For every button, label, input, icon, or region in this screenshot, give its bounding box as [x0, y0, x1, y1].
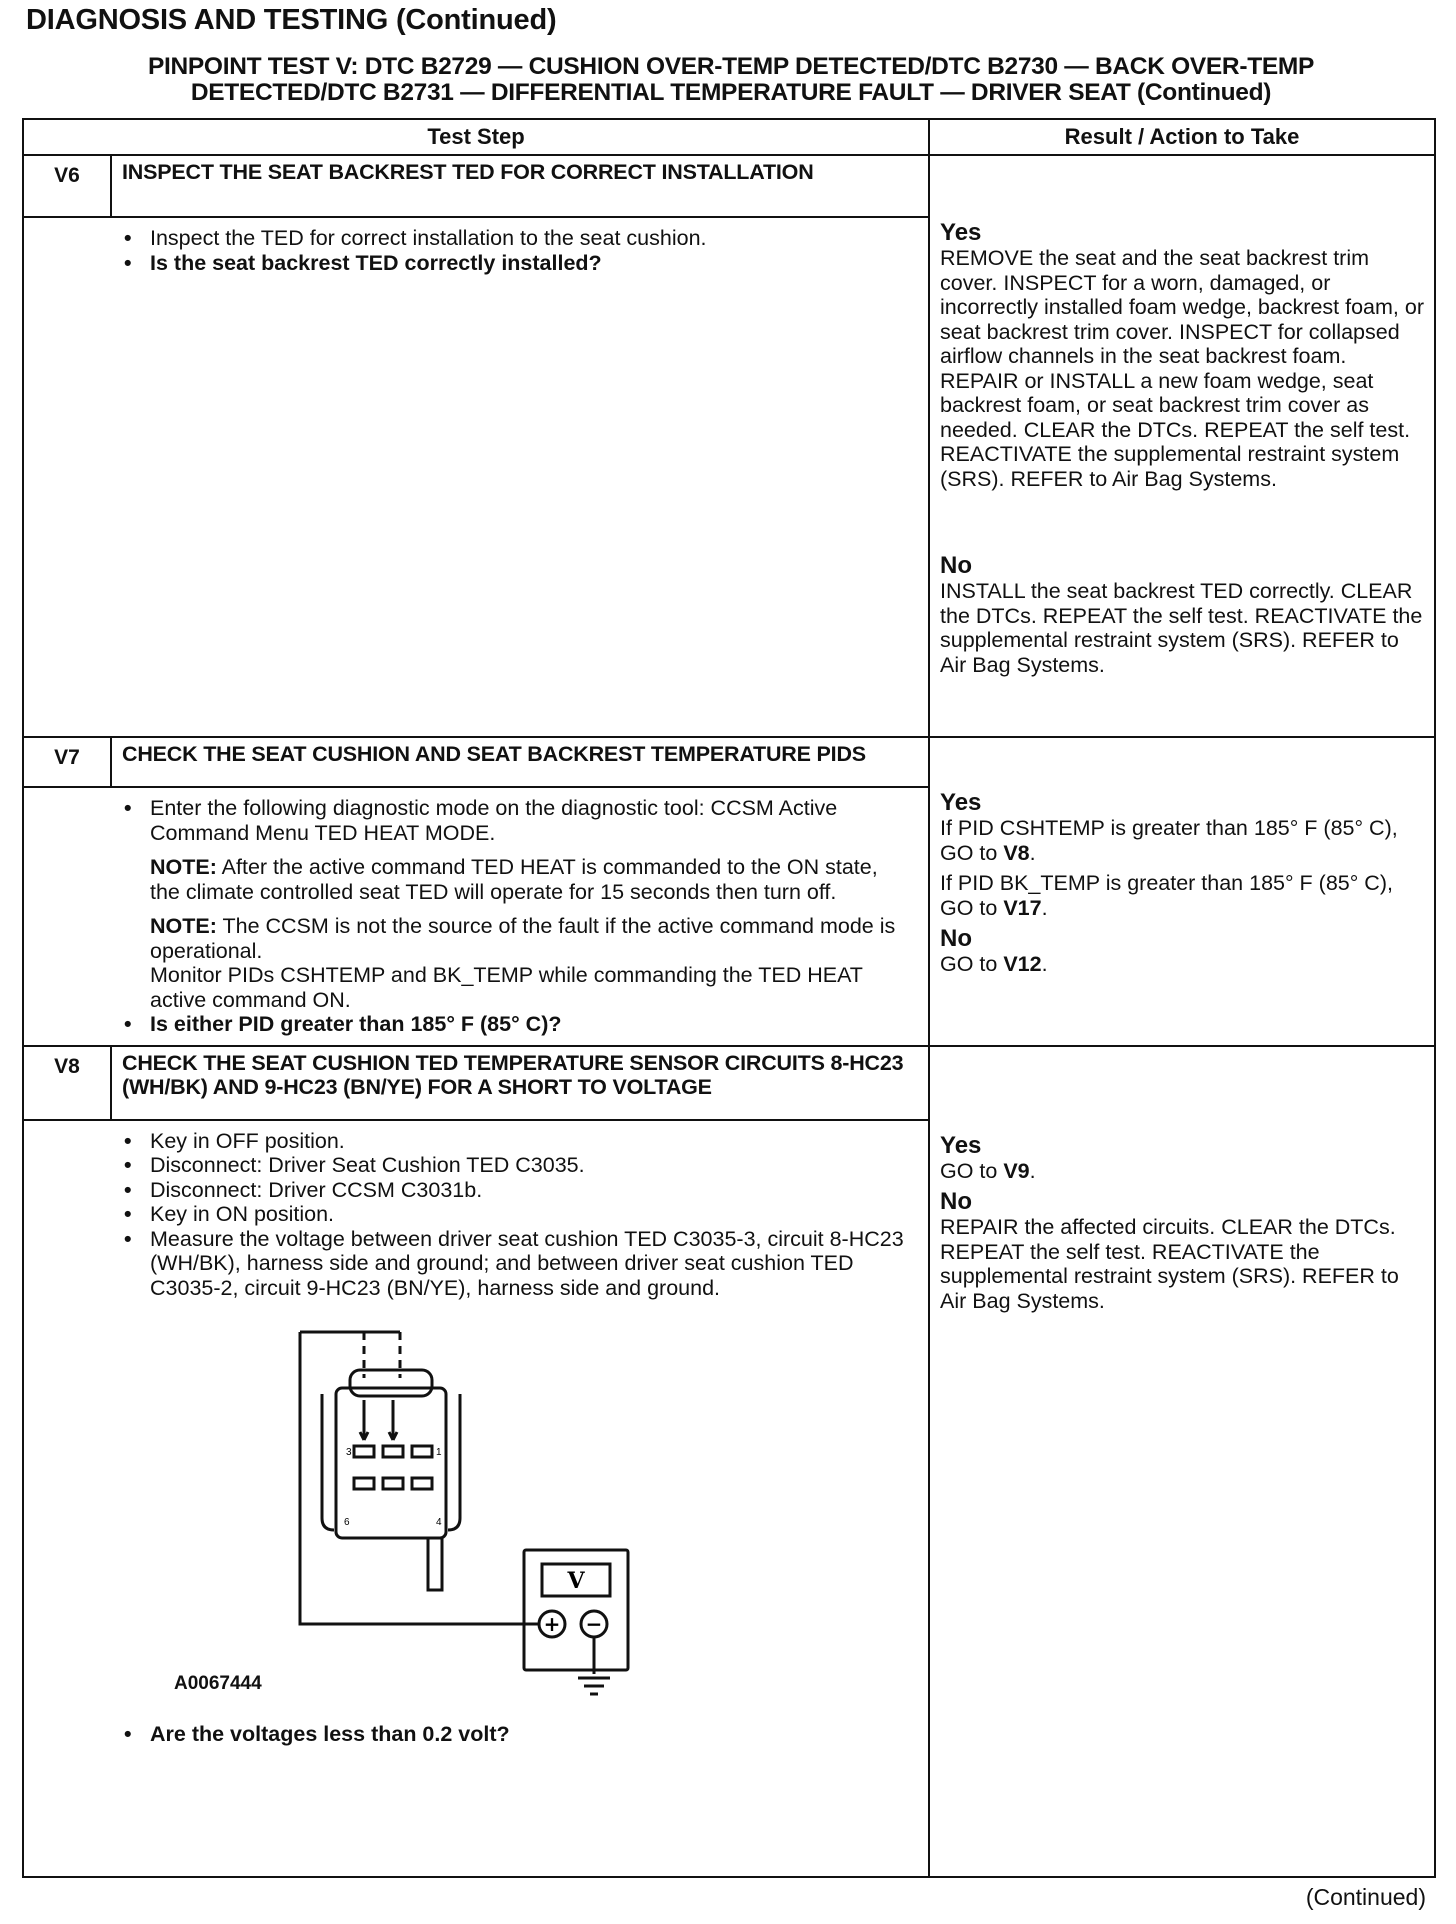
- connector-body: [336, 1388, 446, 1538]
- pin-number: 4: [436, 1517, 442, 1528]
- connector-top-tab: [350, 1370, 432, 1396]
- yes-text-end: .: [1029, 840, 1036, 865]
- step-v8-result: [929, 1046, 1435, 1878]
- yes-text-end: .: [1029, 1158, 1036, 1183]
- step-question: • Is either PID greater than 185° F (85° C)?: [120, 1012, 912, 1037]
- no-label: No: [940, 925, 973, 952]
- no-action: INSTALL the seat backrest TED correctly. CLEAR the DTCs. REPEAT the self test. REACTIVATE the supplemental restraint system (SRS). REFER to Air Bag Systems.: [940, 579, 1423, 677]
- step-v7-body: [23, 787, 929, 1046]
- step-question: • Is the seat backrest TED correctly installed?: [120, 251, 912, 276]
- column-header-result: Result / Action to Take: [929, 119, 1435, 155]
- pin-number: 3: [346, 1447, 352, 1458]
- page-header: DIAGNOSIS AND TESTING (Continued): [26, 4, 557, 36]
- step-v6-result: [929, 155, 1435, 737]
- goto-step-link: V8: [1003, 840, 1030, 865]
- step-v6-title-row: [23, 155, 1435, 217]
- step-title: INSPECT THE SEAT BACKREST TED FOR CORRECT INSTALLATION: [111, 155, 929, 217]
- yes-label: Yes: [940, 219, 982, 246]
- no-label: No: [940, 1188, 973, 1215]
- connector-latch-right: [448, 1394, 460, 1530]
- no-label: No: [940, 552, 973, 579]
- pin-number: 1: [436, 1447, 442, 1458]
- no-action: REPAIR the affected circuits. CLEAR the DTCs. REPEAT the self test. REACTIVATE the supplemental restraint system (SRS). REFER to Air Bag Systems.: [940, 1215, 1399, 1313]
- yes-action: REMOVE the seat and the seat backrest trim cover. INSPECT for a worn, damaged, or incorrectly installed foam wedge, backrest foam, or seat backrest trim cover. INSPECT for collapsed airflow channels in the seat backrest foam. REPAIR or INSTALL a new foam wedge, seat backrest foam, or seat backrest trim cover as needed. CLEAR the DTCs. REPEAT the self test. REACTIVATE the supplemental restraint system (SRS). REFER to Air Bag Systems.: [940, 246, 1424, 491]
- goto-step-link: V9: [1003, 1158, 1030, 1183]
- list-item: • Inspect the TED for correct installation to the seat cushion.: [120, 226, 912, 251]
- pinpoint-test-table: [22, 118, 1436, 1878]
- list-item: • Key in ON position.: [120, 1202, 912, 1227]
- table-header-row: [23, 119, 1435, 155]
- connector-latch-left: [322, 1394, 334, 1530]
- step-id: V7: [23, 737, 111, 787]
- step-v8-title-row: [23, 1046, 1435, 1120]
- yes-action-cushion: [940, 816, 1424, 865]
- monitor-instruction: Monitor PIDs CSHTEMP and BK_TEMP while commanding the TED HEAT active command ON.: [150, 963, 863, 1012]
- step-id: V6: [23, 155, 111, 217]
- list-item: • Key in OFF position.: [120, 1129, 912, 1154]
- note: [120, 855, 912, 904]
- meter-label: V: [567, 1568, 585, 1594]
- terminal-2: [383, 1446, 403, 1457]
- terminal-3: [354, 1446, 374, 1457]
- plus-sign: +: [543, 1612, 561, 1636]
- probe-tips: [360, 1432, 397, 1440]
- list-item: • Enter the following diagnostic mode on the diagnostic tool: CCSM Active Command Menu TED HEAT MODE.: [120, 796, 912, 845]
- step-v7-result: [929, 737, 1435, 1046]
- yes-text-end: .: [1041, 895, 1048, 920]
- minus-sign: −: [585, 1612, 603, 1636]
- yes-text: If PID BK_TEMP is greater than 185° F (85° C), GO to: [940, 871, 1393, 920]
- goto-step-link: V17: [1003, 895, 1042, 920]
- list-item: • Disconnect: Driver CCSM C3031b.: [120, 1178, 912, 1203]
- terminal-6: [354, 1478, 374, 1489]
- terminal-1: [412, 1446, 432, 1457]
- step-title: CHECK THE SEAT CUSHION AND SEAT BACKREST TEMPERATURE PIDS: [111, 737, 929, 787]
- step-title: CHECK THE SEAT CUSHION TED TEMPERATURE SENSOR CIRCUITS 8-HC23 (WH/BK) AND 9-HC23 (BN/YE) FOR A SHORT TO VOLTAGE: [111, 1046, 929, 1120]
- yes-text: GO to: [940, 1158, 1004, 1183]
- test-title-line-1: PINPOINT TEST V: DTC B2729 — CUSHION OVER-TEMP DETECTED/DTC B2730 — BACK OVER-TEMP: [147, 53, 1315, 80]
- step-v6-bullets: [120, 226, 912, 275]
- step-id: V8: [23, 1046, 111, 1120]
- note-text: After the active command TED HEAT is commanded to the ON state, the climate controlled seat TED will operate for 15 seconds then turn off.: [150, 855, 878, 904]
- step-question: • Are the voltages less than 0.2 volt?: [120, 1722, 912, 1747]
- goto-step-link: V12: [1003, 952, 1042, 976]
- list-item: • Disconnect: Driver Seat Cushion TED C3035.: [120, 1153, 912, 1178]
- voltage-measurement-figure: [120, 1318, 912, 1718]
- no-text-end: .: [1041, 952, 1048, 976]
- step-v7-title-row: [23, 737, 1435, 787]
- connector-voltmeter-diagram: [280, 1318, 700, 1678]
- step-v8-question-list: [120, 1722, 912, 1747]
- yes-text: If PID CSHTEMP is greater than 185° F (85° C), GO to: [940, 816, 1398, 865]
- yes-action: [940, 1159, 1424, 1184]
- no-action: [940, 952, 1424, 977]
- note-label: NOTE:: [150, 914, 217, 938]
- step-v8-body: [23, 1120, 929, 1878]
- test-title-line-2: DETECTED/DTC B2731 — DIFFERENTIAL TEMPERATURE FAULT — DRIVER SEAT (Continued): [190, 79, 1272, 106]
- column-header-test-step: Test Step: [23, 119, 929, 155]
- yes-action-backrest: [940, 871, 1424, 920]
- connector-lower-tab: [428, 1538, 442, 1590]
- step-v6-body: [23, 217, 929, 737]
- step-v7-bullets: [120, 796, 912, 845]
- note-text: The CCSM is not the source of the fault if the active command mode is operational.: [150, 914, 896, 963]
- pin-number: 6: [344, 1517, 350, 1528]
- ground-icon: [574, 1672, 614, 1712]
- terminal-5: [383, 1478, 403, 1489]
- yes-label: Yes: [940, 789, 982, 816]
- note-label: NOTE:: [150, 855, 217, 879]
- note: [120, 914, 912, 963]
- terminal-4: [412, 1478, 432, 1489]
- pinpoint-test-title: [26, 54, 1436, 106]
- no-text: GO to: [940, 952, 1004, 976]
- continued-note: (Continued): [1305, 1884, 1426, 1910]
- yes-label: Yes: [940, 1131, 982, 1159]
- figure-id: A0067444: [174, 1673, 262, 1694]
- step-v7-question-list: [120, 1012, 912, 1037]
- step-v8-bullets: [120, 1129, 912, 1301]
- list-item: • Measure the voltage between driver seat cushion TED C3035-3, circuit 8-HC23 (WH/BK), harness side and ground; and between driver seat cushion TED C3035-2, circuit 9-HC23 (BN/YE), harness side and ground.: [120, 1227, 912, 1301]
